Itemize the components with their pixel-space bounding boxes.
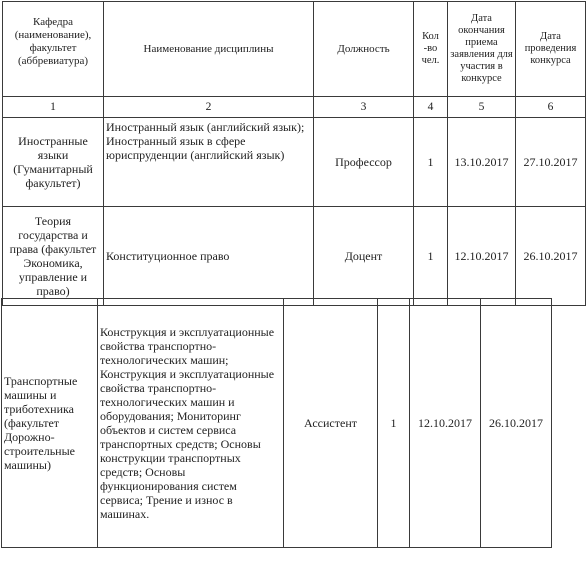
discipline-cell: Конструкция и эксплуатационные свойства транспортно-технологических машин; Конструкция и эксплуатационные свойства транспортно-технологических машин и оборудования; Мониторинг объектов и систем сервиса транспортных средств; Основы конструкции транспортных средств; Основы функционирования систем сервиса; Трение и износ в машинах.: [98, 299, 284, 548]
header-position: Должность: [314, 2, 414, 97]
column-number: 6: [516, 97, 586, 118]
discipline-cell: Иностранный язык (английский язык); Иностранный язык в сфере юриспруденции (английский язык): [104, 118, 314, 207]
header-competition-date: Дата проведения конкурса: [516, 2, 586, 97]
column-number: 4: [414, 97, 448, 118]
faculty-cell: Теория государства и права (факультет Экономика, управление и право): [3, 207, 104, 306]
competition-date-cell: 27.10.2017: [516, 118, 586, 207]
position-cell: Профессор: [314, 118, 414, 207]
deadline-cell: 12.10.2017: [448, 207, 516, 306]
header-faculty: Кафедра (наименование), факультет (аббревиатура): [3, 2, 104, 97]
competition-date-cell: 26.10.2017: [516, 207, 586, 306]
count-cell: 1: [414, 207, 448, 306]
column-number: 3: [314, 97, 414, 118]
deadline-cell: 12.10.2017: [410, 299, 481, 548]
header-count: Кол -во чел.: [414, 2, 448, 97]
faculty-cell: Транспортные машины и триботехника (факультет Дорожно-строительные машины): [2, 299, 98, 548]
table-row: [3, 207, 586, 306]
column-number-row: [3, 97, 586, 118]
column-number: 5: [448, 97, 516, 118]
count-cell: 1: [414, 118, 448, 207]
vacancy-table-page-top: [2, 1, 586, 306]
competition-date-cell: 26.10.2017: [481, 299, 552, 548]
count-cell: 1: [378, 299, 410, 548]
discipline-cell: Конституционное право: [104, 207, 314, 306]
header-row: [3, 2, 586, 97]
table-row: [3, 118, 586, 207]
header-deadline: Дата окончания приема заявления для участия в конкурсе: [448, 2, 516, 97]
position-cell: Доцент: [314, 207, 414, 306]
position-cell: Ассистент: [284, 299, 378, 548]
faculty-cell: Иностранные языки (Гуманитарный факультет): [3, 118, 104, 207]
header-discipline: Наименование дисциплины: [104, 2, 314, 97]
column-number: 1: [3, 97, 104, 118]
table-row: [2, 299, 552, 548]
deadline-cell: 13.10.2017: [448, 118, 516, 207]
vacancy-table-page-continuation: [1, 298, 552, 548]
column-number: 2: [104, 97, 314, 118]
